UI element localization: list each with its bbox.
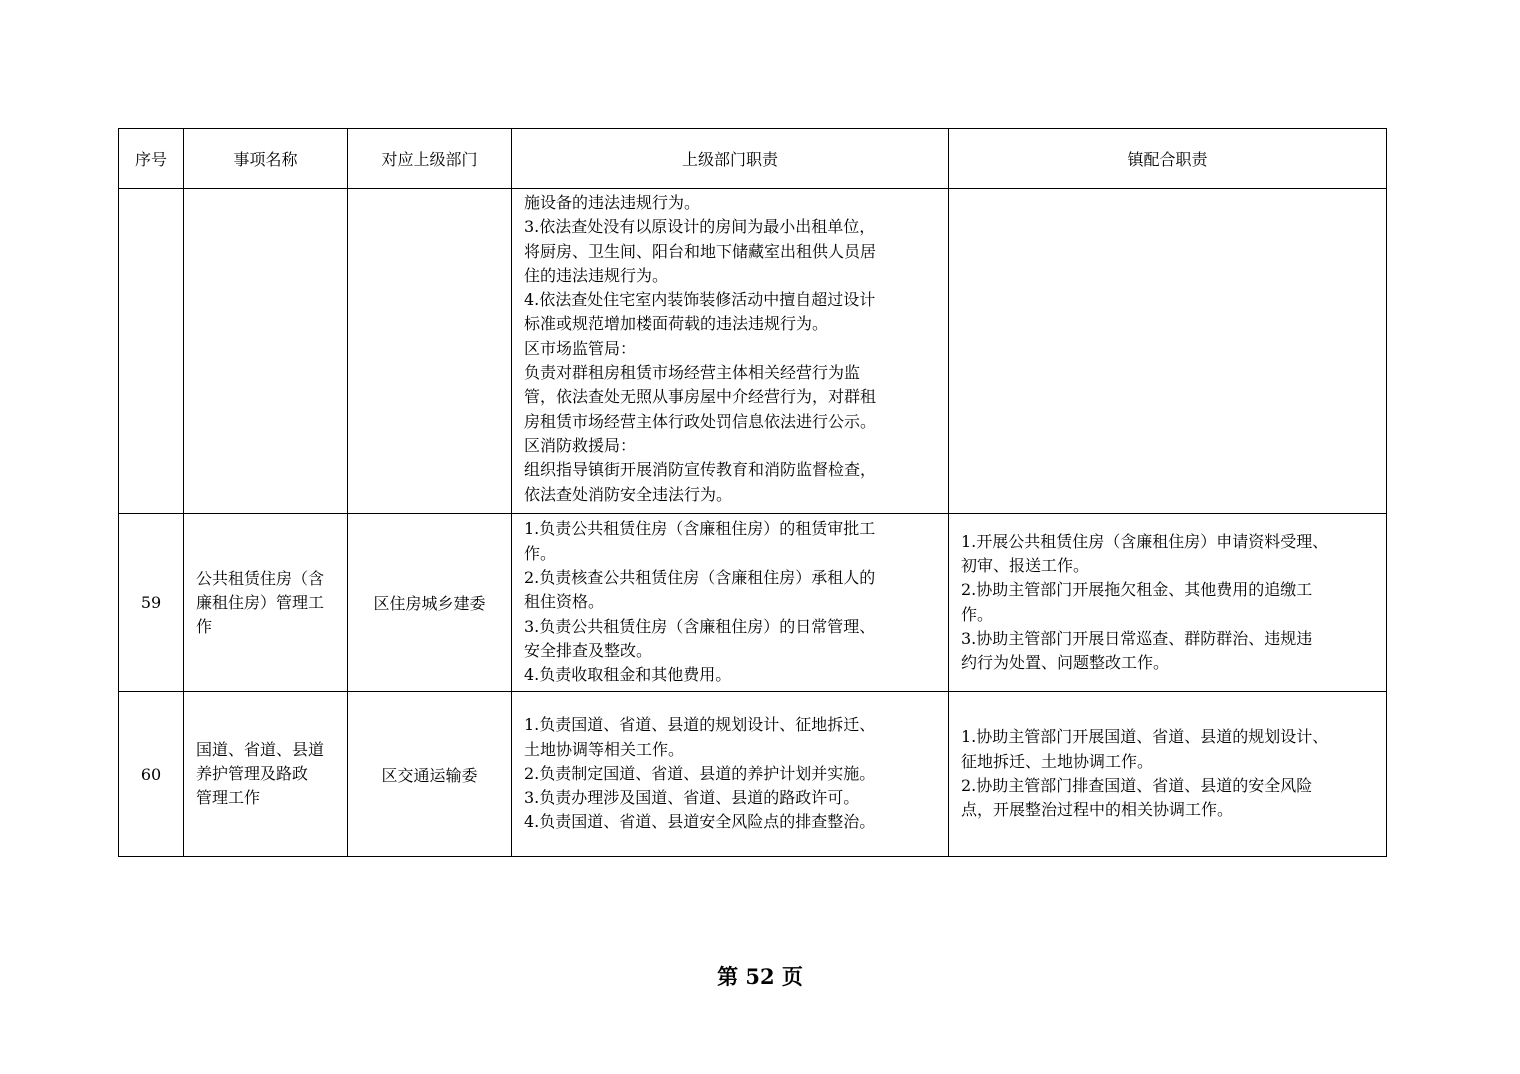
duty-line: 安全排查及整改。: [524, 640, 653, 660]
item-name-line: 公共租赁住房（含: [196, 568, 325, 588]
duty-line: 2.负责制定国道、省道、县道的养护计划并实施。: [524, 763, 876, 783]
cell-number: 60: [119, 692, 184, 857]
duty-line: 1.负责公共租赁住房（含廉租住房）的租赁审批工: [524, 519, 876, 539]
duty-line: 3.负责公共租赁住房（含廉租住房）的日常管理、: [524, 616, 876, 636]
duty-line: 3.依法查处没有以原设计的房间为最小出租单位，: [524, 217, 876, 237]
duty-line: 约行为处置、问题整改工作。: [961, 653, 1170, 673]
page-number: 第 52 页: [717, 964, 803, 989]
table-row-continued: [119, 189, 1387, 514]
duty-line: 4.负责收取租金和其他费用。: [524, 665, 732, 685]
duty-line: 将厨房、卫生间、阳台和地下储藏室出租供人员居: [524, 241, 877, 261]
cell-item-name: [184, 692, 348, 857]
duty-line: 作。: [961, 604, 994, 624]
cell-town-duties: [949, 692, 1387, 857]
table-row: [119, 692, 1387, 857]
duty-line: 1.开展公共租赁住房（含廉租住房）申请资料受理、: [961, 531, 1329, 551]
cell-superior-dept: 区交通运输委: [348, 692, 512, 857]
item-name-line: 养护管理及路政: [196, 764, 309, 783]
cell-superior-duties: [512, 692, 949, 857]
duty-line: 2.协助主管部门排查国道、省道、县道的安全风险: [961, 776, 1313, 795]
cell-item-name: [184, 189, 348, 514]
duty-line: 管，依法查处无照从事房屋中介经营行为，对群租: [524, 387, 877, 407]
item-name-line: 管理工作: [196, 788, 261, 807]
cell-number: [119, 189, 184, 514]
header-superior-dept: 对应上级部门: [348, 129, 512, 189]
header-number: 序号: [119, 129, 184, 189]
duty-line: 3.协助主管部门开展日常巡查、群防群治、违规违: [961, 628, 1313, 648]
duty-line: 2.协助主管部门开展拖欠租金、其他费用的追缴工: [961, 580, 1313, 600]
duty-line: 土地协调等相关工作。: [524, 739, 685, 759]
header-town-duties: 镇配合职责: [949, 129, 1387, 189]
cell-number: 59: [119, 514, 184, 692]
duty-line: 4.依法查处住宅室内装饰装修活动中擅自超过设计: [524, 290, 876, 310]
cell-superior-duties: [512, 189, 949, 514]
item-name-line: 廉租住房）管理工: [196, 592, 325, 612]
duty-line: 住的违法违规行为。: [524, 265, 669, 285]
duty-line: 负责对群租房租赁市场经营主体相关经营行为监: [524, 363, 861, 383]
cell-town-duties: [949, 514, 1387, 692]
item-name-line: 国道、省道、县道: [196, 740, 325, 759]
duty-line: 3.负责办理涉及国道、省道、县道的路政许可。: [524, 788, 860, 808]
duty-line: 组织指导镇街开展消防宣传教育和消防监督检查，: [524, 460, 877, 480]
cell-superior-duties: [512, 514, 949, 692]
duty-line: 房租赁市场经营主体行政处罚信息依法进行公示。: [524, 411, 877, 431]
duty-line: 1.协助主管部门开展国道、省道、县道的规划设计、: [961, 727, 1329, 747]
duties-table: [118, 128, 1387, 857]
duty-line: 初审、报送工作。: [961, 555, 1090, 575]
item-name-line: 作: [196, 616, 213, 636]
header-superior-duties: 上级部门职责: [512, 129, 949, 189]
cell-item-name: [184, 514, 348, 692]
duty-line: 点，开展整治过程中的相关协调工作。: [961, 800, 1234, 820]
duty-line: 依法查处消防安全违法行为。: [524, 484, 733, 504]
duty-line: 区市场监管局：: [524, 338, 637, 358]
cell-superior-dept: 区住房城乡建委: [348, 514, 512, 692]
cell-town-duties: [949, 189, 1387, 514]
table-header-row: [119, 129, 1387, 189]
header-item-name: 事项名称: [184, 129, 348, 189]
cell-superior-dept: [348, 189, 512, 514]
duty-line: 租住资格。: [524, 592, 605, 612]
duty-line: 4.负责国道、省道、县道安全风险点的排查整治。: [524, 812, 876, 832]
table-row: [119, 514, 1387, 692]
duty-line: 标准或规范增加楼面荷载的违法违规行为。: [524, 314, 829, 334]
duty-line: 1.负责国道、省道、县道的规划设计、征地拆迁、: [524, 715, 876, 735]
duty-line: 2.负责核查公共租赁住房（含廉租住房）承租人的: [524, 568, 876, 588]
duty-line: 区消防救援局：: [524, 435, 637, 455]
duty-line: 作。: [524, 543, 557, 563]
duty-line: 征地拆迁、土地协调工作。: [961, 751, 1154, 771]
duty-line: 施设备的违法违规行为。: [524, 193, 701, 212]
